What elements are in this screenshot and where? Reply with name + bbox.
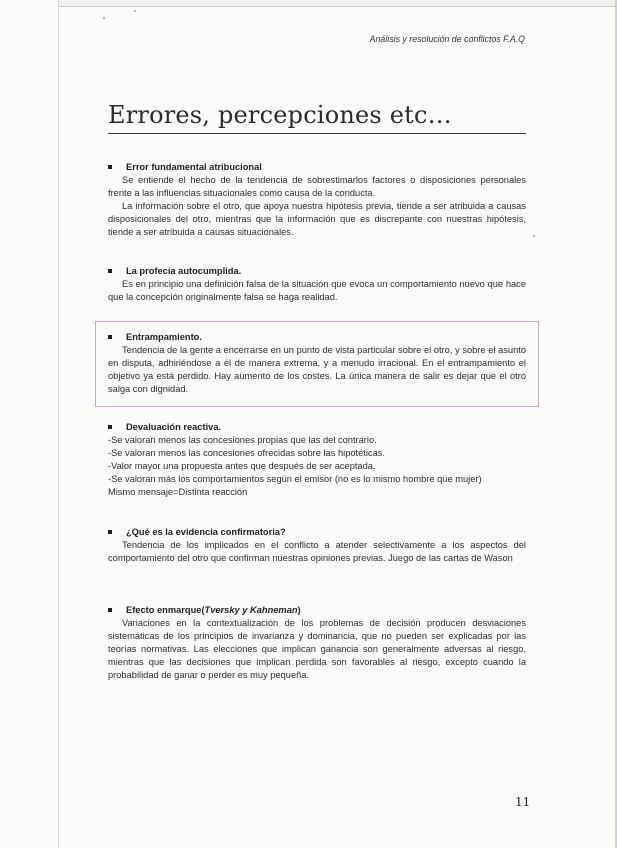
paragraph: Variaciones en la contextualización de los problemas de decisión producen desviaciones sistemáticas de los principios de invarianza y dominancia, que no pueden ser explicadas por las teorías normativas. Las elecciones que implican ganancia son generalmente adversas al riesgo, mientras que las decisiones que implican perdida son favorables al riesgo, excepto cuando la probabilidad de ganar o perder es muy pequeña. (108, 617, 526, 680)
bullet-icon (108, 425, 112, 429)
page-left-edge (58, 0, 59, 848)
list-line: -Se valoran menos las concesiones propias que las del contrario. (108, 434, 377, 445)
list-line: -Valor mayor una propuesta antes que después de ser aceptada. (108, 460, 376, 471)
paragraph: Tendencia de los implicados en el conflicto a atender selectivamente a los aspectos del comportamiento del otro que confirman nuestras opiniones previas. Juego de las cartas de Wason (108, 539, 526, 563)
section-evidencia-confirmatoria (108, 526, 526, 565)
bullet-icon (108, 269, 112, 273)
section-heading-text: La profecía autocumplida. (126, 266, 242, 276)
list-line: -Se valoran más los comportamientos según el emisor (no es lo mismo hombre que mujer) (108, 473, 482, 484)
scan-speck (103, 17, 105, 19)
scan-speck (134, 10, 136, 12)
section-efecto-enmarque (108, 604, 526, 681)
section-heading-text: Entrampamiento. (126, 332, 202, 342)
section-heading (108, 161, 526, 174)
paragraph: Se entiende el hecho de la tendencia de sobrestimarlos factores o disposiciones personales frente a las influencias situacionales como causa de la conducta. (108, 174, 526, 198)
section-heading-text: Error fundamental atribucional (126, 162, 262, 172)
bullet-icon (108, 608, 112, 612)
bullet-icon (108, 165, 112, 169)
section-heading-authors: Tversky y Kahneman (204, 605, 298, 615)
bullet-icon (108, 335, 112, 339)
section-heading-text: Efecto enmarque( (126, 605, 205, 615)
page-number: 11 (515, 795, 531, 809)
paragraph: La información sobre el otro, que apoya nuestra hipótesis previa, tiende a ser atribuida a causas disposicionales del otro, mientras que la información que es discrepante con nuestras hipótesis, tiende a ser atribuida a causas situacionales. (108, 200, 526, 237)
section-entrampamiento (108, 331, 526, 396)
section-heading-text: ¿Qué es la evidencia confirmatoria? (126, 527, 286, 537)
section-heading (108, 604, 526, 617)
list-line: -Se valoran menos las concesiones ofrecidas sobre las hipotéticas. (108, 447, 385, 458)
section-devaluacion (108, 421, 526, 498)
bullet-icon (108, 530, 112, 534)
section-profecia (108, 265, 526, 304)
section-heading-text: Devaluación reactiva. (126, 422, 222, 432)
section-error-fundamental (108, 161, 526, 238)
scan-speck (533, 235, 535, 237)
running-header: Análisis y resolución de conflictos F.A.Q (369, 34, 525, 44)
page-top-edge (58, 0, 617, 7)
section-heading (108, 331, 526, 344)
section-heading-close: ) (297, 605, 301, 615)
section-heading (108, 265, 526, 278)
page-title: Errores, percepciones etc… (108, 101, 452, 129)
title-underline (108, 133, 526, 134)
paragraph: Tendencia de la gente a encerrarse en un punto de vista particular sobre el otro, y sobre el asunto en disputa, adhiriéndose a él de manera extrema, y a menudo irracional. En el entrampamiento el objetivo ya está perdido. Hay aumento de los costes. La única manera de salir es dejar que el otro salga con dignidad. (108, 344, 526, 394)
list-line: Mismo mensaje=Distinta reacción (108, 486, 248, 497)
section-heading (108, 421, 526, 434)
paragraph: Es en principio una definición falsa de la situación que evoca un comportamiento nuevo que hace que la concepción originalmente falsa se haga realidad. (108, 278, 526, 302)
section-heading (108, 526, 526, 539)
